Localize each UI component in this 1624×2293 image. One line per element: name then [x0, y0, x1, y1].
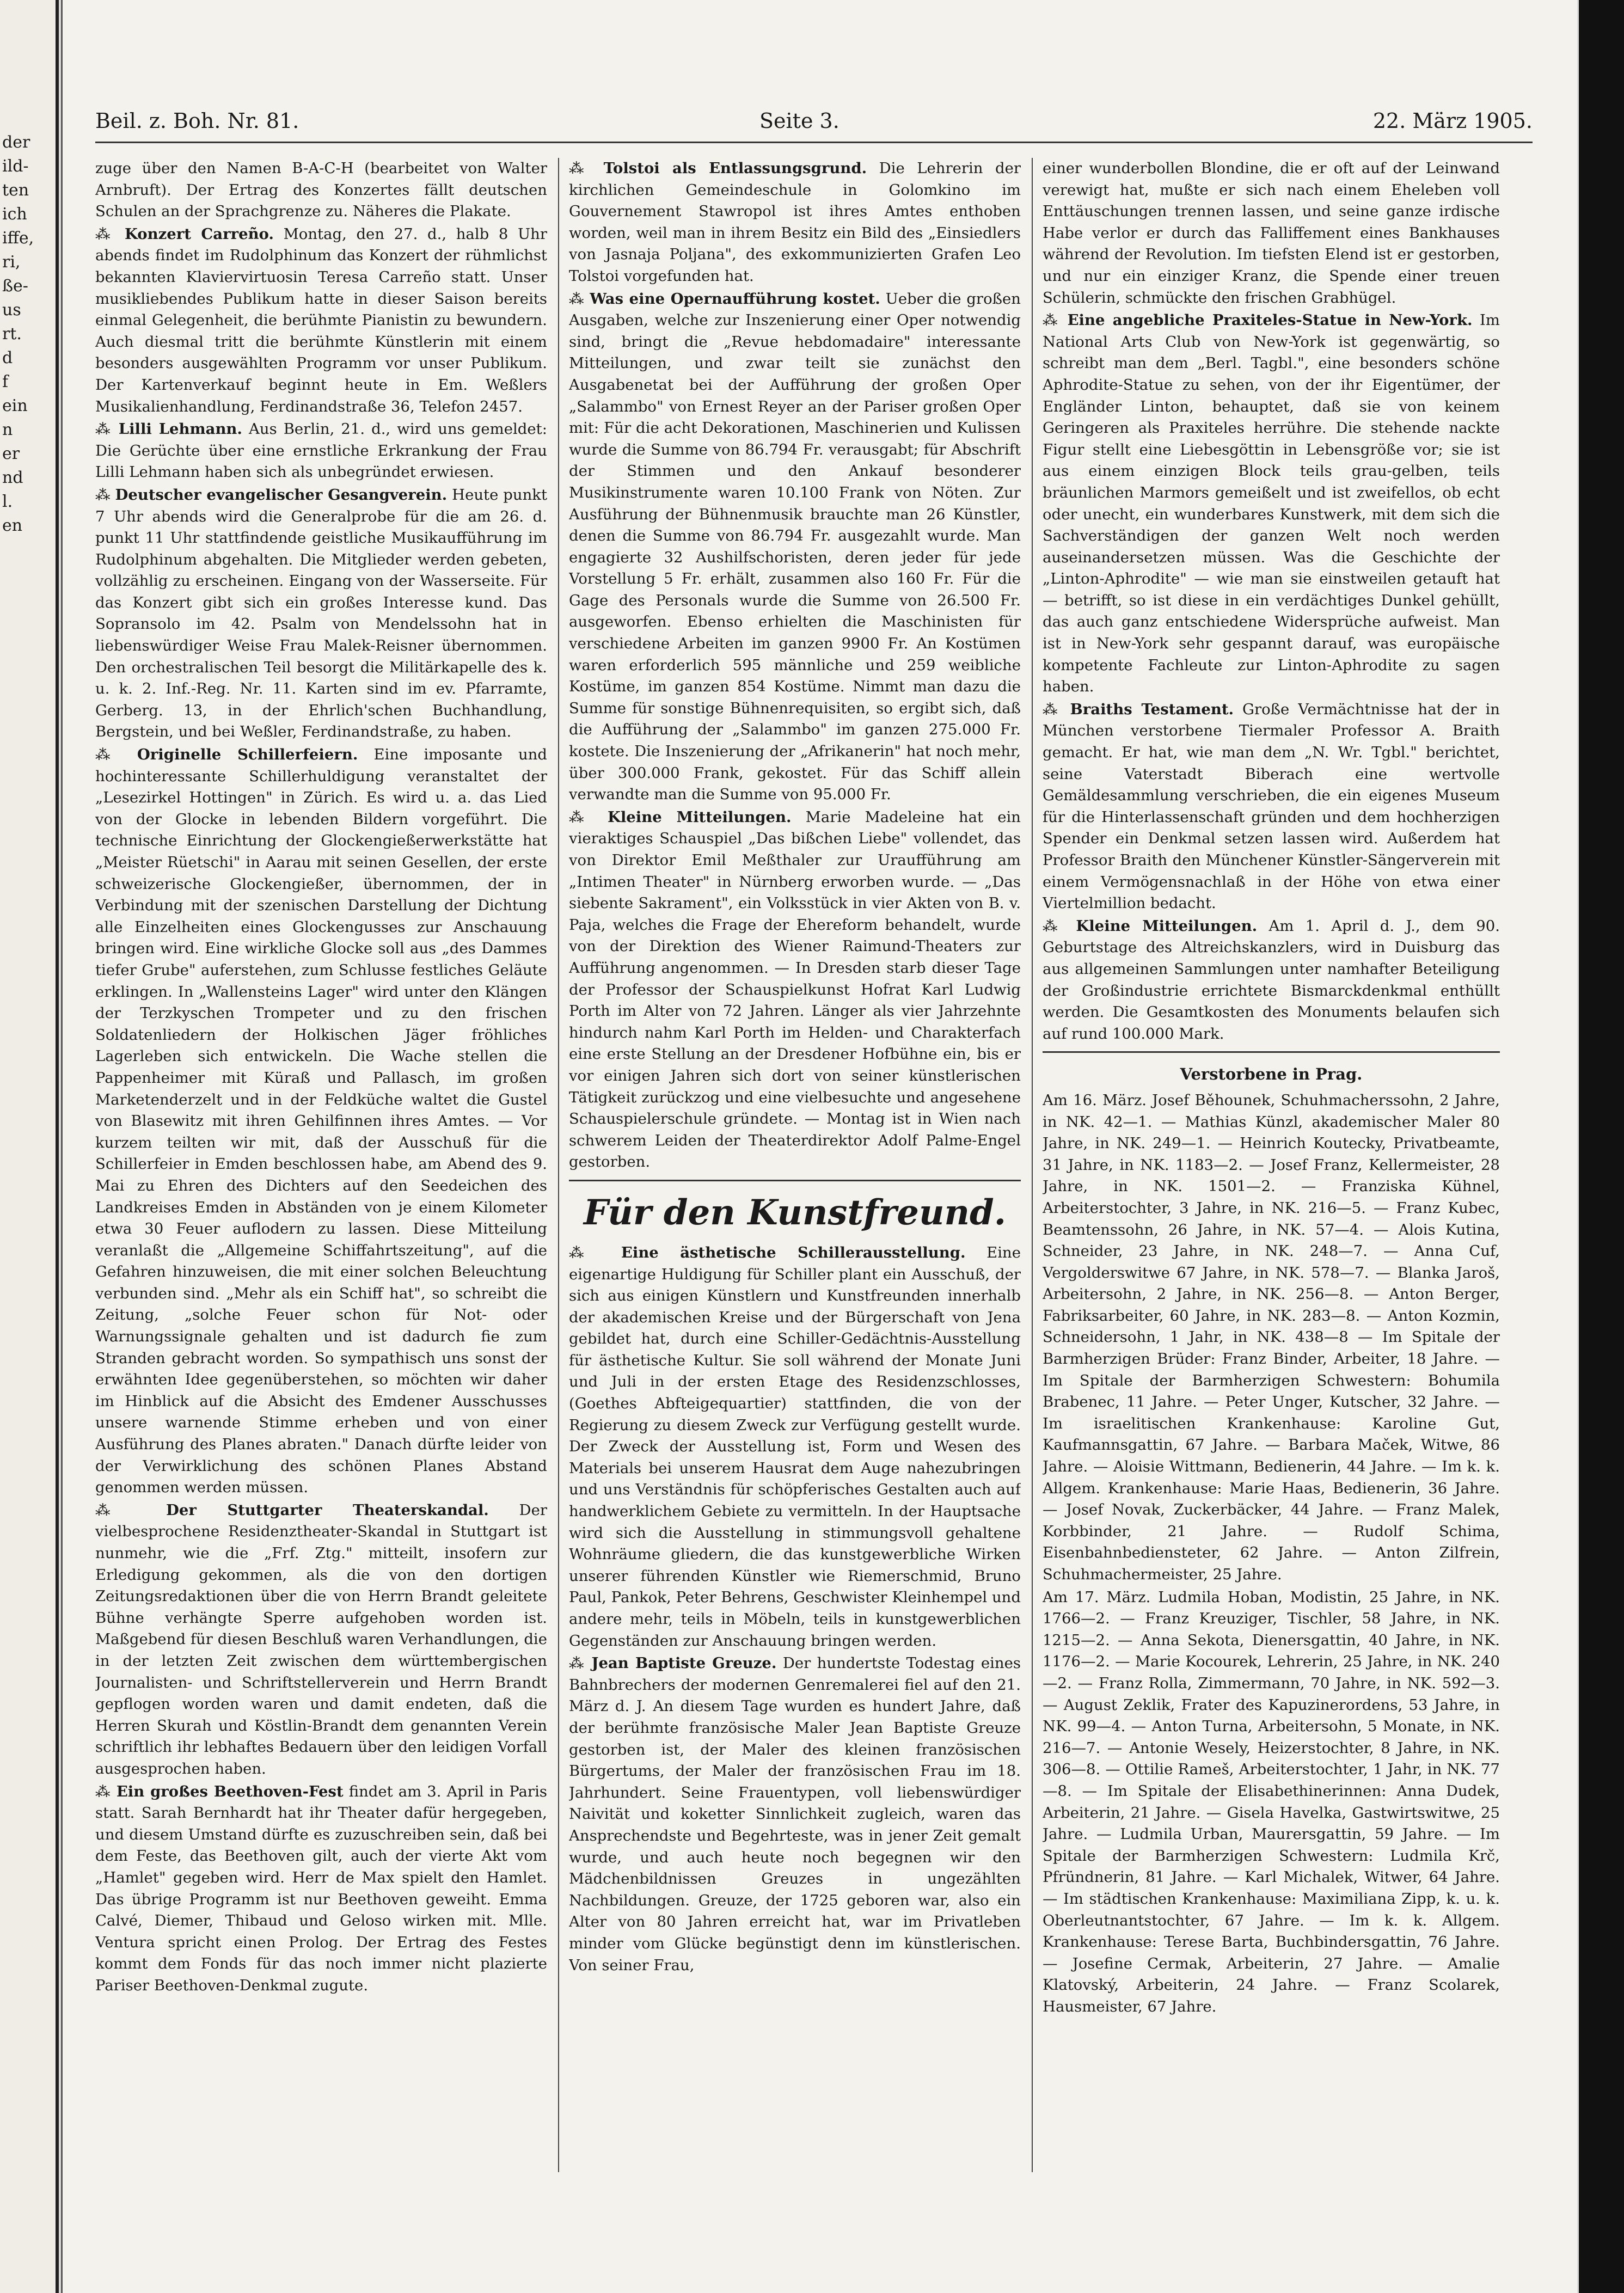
article [569, 1242, 1021, 1652]
spine-fragment: f [2, 372, 9, 391]
spine-fragment: er [2, 444, 20, 463]
article-body: findet am 3. April in Paris statt. Sarah Bernhardt hat ihr Theater dafür hergegeben, und diesem Umstand dürfte es zuzuschreiben sein, daß bei dem Feste, das Beethoven gilt, auch der vierte Akt vom „Hamlet" gegeben wird. Herr de Max spielt den Hamlet. Das übrige Programm ist nur Beethoven geweiht. Emma Calvé, Diemer, Thibaud und Geloso wirken mit. Mlle. Ventura spricht einen Prolog. Der Ertrag des Festes kommt dem Fonds für das noch immer nicht plazierte Pariser Beethoven-Denkmal zugute. [95, 1782, 547, 1994]
article [569, 289, 1021, 806]
article-body: Eine eigenartige Huldigung für Schiller plant ein Ausschuß, der sich aus einigen Künstlern und Kunstfreunden innerhalb der akademischen Kreise und der Bürgerschaft von Jena gebildet hat, durch eine Schiller-Gedächtnis-Ausstellung für ästhetische Kultur. Sie soll während der Monate Juni und Juli in der ersten Etage des Residenzschlosses, (Goethes Abfteigequartier) stattfinden, die von der Regierung zu diesem Zweck zur Verfügung gestellt wurde. Der Zweck der Ausstellung ist, Form und Wesen des Materials bei unserem Hausrat dem Auge nahezubringen und uns Verständnis für schöpferisches Gestalten auch auf handwerklichem Gebiete zu vermitteln. In der Hauptsache wird sich die Ausstellung in stimmungsvoll gehaltene Wohnräume gliedern, die das kunstgewerbliche Wirken unserer führenden Künstler wie Riemerschmid, Bruno Paul, Pankok, Peter Behrens, Geschwister Kleinhempel und andere mehr, teils in Möbeln, teils in kunstgewerblichen Gegenständen zur Anschauung bringen werden. [569, 1243, 1021, 1650]
spine-fragment: der [2, 133, 30, 152]
article [95, 224, 547, 418]
article-title: Tolstoi als Entlassungsgrund. [603, 160, 867, 177]
column-divider [558, 158, 559, 2172]
asterism-icon: ⁂ [569, 160, 604, 177]
article-body: Die Lehrerin der kirchlichen Gemeindeschule in Golomkino im Gouvernement Stawropol ist ihres Amtes enthoben worden, weil man in ihrem Besitz ein Bild des „Einsiedlers von Jasnaja Poljana", des exkommunizierten Grafen Leo Tolstoi vorgefunden hat. [569, 160, 1021, 285]
asterism-icon: ⁂ [1043, 917, 1076, 935]
article-body: zuge über den Namen B-A-C-H (bearbeitet von Walter Arnbruft). Der Ertrag des Konzertes fällt deutschen Schulen an der Sprachgrenze zu. Näheres die Plakate. [95, 160, 547, 220]
asterism-icon: ⁂ [569, 808, 608, 826]
asterism-icon: ⁂ [569, 1654, 592, 1672]
article [95, 744, 547, 1499]
article [1043, 158, 1500, 309]
article-title: Ein großes Beethoven-Fest [116, 1782, 344, 1800]
article [95, 485, 547, 743]
article-body: Eine imposante und hochinteressante Schillerhuldigung veranstaltet der „Lesezirkel Hottingen" in Zürich. Es wird u. a. das Lied von der Glocke in lebenden Bildern vorgeführt. Die technische Einrichtung der Glockengießerwerkstätte hat „Meister Rüetschi" in Aarau mit seinen Gesellen, der erste schweizerische Glockengießer, übernommen, der in Verbindung mit der szenischen Darstellung der Dichtung alle Einzelheiten eines Glockengusses zur Anschauung bringen wird. Eine wirkliche Glocke soll aus „des Dammes tiefer Grube" auferstehen, zum Schlusse festliches Geläute erklingen. In „Wallensteins Lager" wird unter den Klängen der Terzkyschen Trompeter und zu den frischen Soldatenliedern der Holkischen Jäger fröhliches Lagerleben sich entwickeln. Die Wache stellen die Pappenheimer mit Küraß und Pallasch, im großen Marketenderzelt und in der Feldküche waltet die Gustel von Blasewitz mit ihren Gehilfinnen ihres Amtes. — Vor kurzem teilten wir mit, daß der Ausschuß für die Schillerfeier in Emden beschlossen habe, am Abend des 9. Mai zu Ehren des Dichters auf den Seedeichen des Landkreises Emden in Abständen von je einem Kilometer etwa 30 Feuer auflodern zu lassen. Diese Mitteilung veranlaßt die „Allgemeine Schiffahrtszeitung", auf die Gefahren hinzuweisen, die mit einer solchen Beleuchtung verbunden sind. „Mehr als ein Schiff hat", so schreibt die Zeitung, „solche Feuer schon für Not- oder Warnungssignale gehalten und ist dadurch fie zum Stranden gebracht worden. So sympathisch uns sonst der erwähnten Idee gegenüberstehen, so möchten wir daher im Hinblick auf die Absicht des Emdener Ausschusses unsere warnende Stimme erheben und von einer Ausführung des Planes abraten." Danach dürfte leider von der Verwirklichung des schönen Planes Abstand genommen werden müssen. [95, 746, 547, 1497]
article-body: Der hundertste Todestag eines Bahnbrechers der modernen Genremalerei fiel auf den 21. März d. J. An diesem Tage wurden es hundert Jahre, daß der berühmte französische Maler Jean Baptiste Greuze gestorben ist, der Maler des kleinen französischen Bürgertums, der Maler der französischen Frau im 18. Jahrhundert. Seine Frauentypen, voll liebenswürdiger Naivität und koketter Sinnlichkeit zugleich, waren das Ansprechendste und Begehrteste, was in jener Zeit gemalt wurde, und auch heute noch begegnen wir den Mädchenbildnissen Greuzes in ungezählten Nachbildungen. Greuze, der 1725 geboren war, also ein Alter von 80 Jahren erreicht hat, war im Privatleben minder vom Glücke begünstigt denn im künstlerischen. Von seiner Frau, [569, 1654, 1021, 1974]
asterism-icon: ⁂ [95, 746, 137, 764]
spine-fragment: iffe, [2, 229, 34, 248]
left-page-fragment [0, 0, 59, 2293]
article-body: Am 1. April d. J., dem 90. Geburtstage des Altreichskanzlers, wird in Duisburg das aus allgemeinen Sammlungen unter namhafter Beteiligung der Großindustrie errichtete Bismarckdenkmal enthüllt werden. Die Gesamtkosten des Monuments belaufen sich auf rund 100.000 Mark. [1043, 917, 1500, 1043]
article [95, 419, 547, 483]
article [569, 807, 1021, 1173]
article [95, 1500, 547, 1780]
article-body: Heute punkt 7 Uhr abends wird die Generalprobe für die am 26. d. punkt 11 Uhr stattfindende geistliche Musikaufführung im Rudolphinum abgehalten. Die Mitglieder werden gebeten, vollzählig zu erscheinen. Eingang von der Wasserseite. Für das Konzert gibt sich ein großes Interesse kund. Das Sopransolo im 42. Psalm von Mendelssohn hat in liebenswürdiger Weise Frau Malek-Reisner übernommen. Den orchestralischen Teil besorgt die Militärkapelle des k. u. k. 2. Inf.-Reg. Nr. 11. Karten sind im ev. Pfarramte, Gerberg. 13, in der Ehrlich'schen Buchhandlung, Bergstein, und bei Weßler, Ferdinandstraße, zu haben. [95, 486, 547, 741]
rule [569, 1180, 1021, 1181]
asterism-icon: ⁂ [95, 1782, 117, 1800]
article-title: Kleine Mitteilungen. [1076, 917, 1258, 935]
article-body: Marie Madeleine hat ein vieraktiges Schauspiel „Das bißchen Liebe" vollendet, das von Direktor Emil Meßthaler zur Uraufführung am „Intimen Theater" in Nürnberg erworben wurde. — „Das siebente Sakrament", ein Volksstück in vier Akten von B. v. Paja, welches die Frage der Ehereform behandelt, wurde von der Direktion des Wiener Raimund-Theaters zur Aufführung angenommen. — In Dresden starb dieser Tage der Professor der Schauspielkunst Hofrat Karl Ludwig Porth im Alter von 72 Jahren. Länger als vier Jahrzehnte hindurch nahm Karl Porth im Helden- und Charakterfach eine erste Stellung an der Dresdener Hofbühne ein, bis er vor einigen Jahren sich dort von seiner künstlerischen Tätigkeit zurückzog und eine vielbesuchte und angesehene Schauspielerschule gründete. — Montag ist in Wien nach schwerem Leiden der Theaterdirektor Adolf Palme-Engel gestorben. [569, 808, 1021, 1171]
asterism-icon: ⁂ [569, 1243, 621, 1261]
asterism-icon: ⁂ [95, 225, 125, 243]
spine-fragment: d [2, 348, 13, 367]
asterism-icon: ⁂ [95, 1501, 167, 1519]
article-body: Am 16. März. Josef Běhounek, Schuhmacherssohn, 2 Jahre, in NK. 42—1. — Mathias Künzl, akademischer Maler 80 Jahre, in NK. 249—1. — Heinrich Koutecky, Privatbeamte, 31 Jahre, in NK. 1183—2. — Josef Franz, Kellermeister, 28 Jahre, in NK. 1501—2. — Franziska Kühnel, Arbeiterstochter, 3 Jahre, in NK. 216—5. — Franz Kubec, Beamtenssohn, 26 Jahre, in NK. 57—4. — Alois Kutina, Schneider, 23 Jahre, in NK. 248—7. — Anna Cuf, Vergolderswitwe 67 Jahre, in NK. 578—7. — Blanka Jaroš, Arbeitersohn, 2 Jahre, in NK. 256—8. — Anton Berger, Fabriksarbeiter, 60 Jahre, in NK. 283—8. — Anton Kozmin, Schneidersohn, 1 Jahr, in NK. 438—8 — Im Spitale der Barmherzigen Brüder: Franz Binder, Arbeiter, 18 Jahre. — Im Spitale der Barmherzigen Schwestern: Bohumila Brabenec, 11 Jahre. — Peter Unger, Kutscher, 32 Jahre. — Im israelitischen Krankenhause: Karoline Gut, Kaufmannsgattin, 67 Jahre. — Barbara Maček, Witwe, 86 Jahre. — Aloisie Wittmann, Bedienerin, 44 Jahre. — Im k. k. Allgem. Krankenhause: Marie Haas, Bedienerin, 36 Jahre. — Josef Novak, Zuckerbäcker, 44 Jahre. — Franz Malek, Korbbinder, 21 Jahre. — Rudolf Schima, Eisenbahnbediensteter, 62 Jahre. — Anton Zilfrein, Schuhmachermeister, 25 Jahre. [1043, 1091, 1500, 1583]
article-title: Eine angebliche Praxiteles-Statue in New-York. [1067, 311, 1473, 329]
spine-fragment: ten [2, 181, 29, 200]
article [95, 158, 547, 223]
spine-fragment: n [2, 420, 13, 439]
spine-fragment: ild- [2, 157, 29, 176]
article-title: Kleine Mitteilungen. [607, 808, 792, 826]
rule [1043, 1051, 1500, 1053]
asterism-icon: ⁂ [95, 486, 115, 504]
article-body: Im National Arts Club von New-York ist gegenwärtig, so schreibt man dem „Berl. Tagbl.", eine besonders schöne Aphrodite-Statue zu sehen, von der ihr Eigentümer, der Engländer Linton, behauptet, daß sie von keinem Geringeren als Praxiteles herrühre. Die stehende nackte Figur stellt eine Liebesgöttin in Lebensgröße vor; sie ist aus einem einzigen Block teils grau-gelben, teils bräunlichen Marmors gemeißelt und ist zweifellos, ob echt oder unecht, ein wunderbares Kunstwerk, mit dem sich die Sachverständigen der ganzen Welt noch werden auseinandersetzen müssen. Was die Geschichte der „Linton-Aphrodite" — wie man sie einstweilen getauft hat — betrifft, so ist diese in ein verdächtiges Dunkel gehüllt, das auch ganz entschiedene Widersprüche aufweist. Man ist in New-York sehr gespannt darauf, was europäische kompetente Fachleute zur Linton-Aphrodite zu sagen haben. [1043, 311, 1500, 696]
article [95, 1781, 547, 1997]
spine-fragment: ri, [2, 253, 21, 272]
issue-date: 22. März 1905. [1372, 109, 1533, 133]
article-body: Am 17. März. Ludmila Hoban, Modistin, 25 Jahre, in NK. 1766—2. — Franz Kreuziger, Tischler, 58 Jahre, in NK. 1215—2. — Anna Sekota, Dienersgattin, 40 Jahre, in NK. 1176—2. — Marie Kocourek, Lehrerin, 25 Jahre, in NK. 240—2. — Franz Rolla, Zimmermann, 70 Jahre, in NK. 592—3. — August Zeklik, Frater des Kapuzinerordens, 53 Jahre, in NK. 99—4. — Anton Turna, Arbeitersohn, 5 Monate, in NK. 216—7. — Antonie Wesely, Heizerstochter, 8 Jahre, in NK. 306—8. — Ottilie Rameš, Arbeiterstochter, 1 Jahr, in NK. 77—8. — Im Spitale der Elisabethinerinnen: Anna Dudek, Arbeiterin, 21 Jahre. — Gisela Havelka, Gastwirtswitwe, 25 Jahre. — Ludmila Urban, Maurersgattin, 59 Jahre. — Im Spitale der Barmherzigen Schwestern: Ludmila Krč, Pfründnerin, 81 Jahre. — Karl Michalek, Witwer, 64 Jahre. — Im städtischen Krankenhause: Maximiliana Zipp, k. u. k. Oberleutnantstochter, 67 Jahre. — Im k. k. Allgem. Krankenhause: Terese Barta, Buchbindersgattin, 76 Jahre. — Josefine Cermak, Arbeiterin, 27 Jahre. — Amalie Klatovský, Arbeiterin, 24 Jahre. — Franz Scolarek, Hausmeister, 67 Jahre. [1043, 1588, 1500, 2015]
article [1043, 1090, 1500, 1586]
article-title: Braiths Testament. [1070, 700, 1234, 718]
article [569, 158, 1021, 287]
article [1043, 916, 1500, 1045]
article [1043, 310, 1500, 698]
article-title: Deutscher evangelischer Gesangverein. [115, 486, 448, 504]
article-body: einer wunderbollen Blondine, die er oft auf der Leinwand verewigt hat, mußte er sich nach einem Eheleben voll Enttäuschungen trennen lassen, und seine ganze irdische Habe verlor er durch das Falliffement eines Bankhauses während der Revolution. Im tiefsten Elend ist er gestorben, und nur ein einziger Kranz, die Spende einer treuen Schülerin, schmückte den frischen Grabhügel. [1043, 160, 1500, 306]
spine-fragment: ich [2, 205, 27, 224]
newspaper-page [61, 0, 1577, 2293]
issue-label: Beil. z. Boh. Nr. 81. [95, 109, 299, 133]
article-title: Konzert Carreño. [125, 225, 274, 243]
scan-border [1579, 0, 1624, 2293]
column-3 [1043, 158, 1500, 2172]
article-title: Eine ästhetische Schillerausstellung. [621, 1243, 966, 1261]
column-1 [95, 158, 547, 2172]
article-title: Lilli Lehmann. [118, 420, 243, 438]
article-title: Originelle Schillerfeiern. [137, 746, 358, 764]
article [569, 1653, 1021, 1976]
column-divider [1032, 158, 1033, 2172]
spine-fragment: rt. [2, 324, 22, 344]
spine-fragment: ein [2, 396, 28, 415]
article-body: Aus Berlin, 21. d., wird uns gemeldet: Die Gerüchte über eine ernstliche Erkrankung der Frau Lilli Lehmann haben sich als unbegründet erwiesen. [95, 420, 547, 481]
spine-fragment: us [2, 301, 21, 320]
asterism-icon: ⁂ [1043, 311, 1068, 329]
page-number: Seite 3. [759, 109, 839, 133]
spine-fragment: ße- [2, 277, 28, 296]
section-heading: Für den Kunstfreund. [583, 1192, 1007, 1233]
asterism-icon: ⁂ [95, 420, 119, 438]
article-body: Ueber die großen Ausgaben, welche zur Inszenierung einer Oper notwendig sind, bringt die „Revue hebdomadaire" interessante Mitteilungen, und zwar teilt sie zunächst den Ausgabenetat bei der Aufführung der großen Oper „Salammbo" von Ernest Reyer an der Pariser großen Oper mit: Für die acht Dekorationen, Maschinerien und Kulissen wurde die Summe von 86.794 Fr. verausgabt; für Abschrift der Stimmen und den Ankauf besonderer Musikinstrumente waren 10.100 Frank von Nöten. Zur Ausführung der Bühnenmusik brauchte man 26 Künstler, denen die Summe von 86.794 Fr. ausgezahlt wurde. Man engagierte 32 Aushilfschoristen, deren jeder für jede Vorstellung 5 Fr. erhält, zusammen also 160 Fr. Für die Gage des Personals wurde die Summe von 26.500 Fr. ausgeworfen. Ebenso erhielten die Maschinisten für verschiedene Arbeiten im ganzen 9900 Fr. An Kostümen waren erforderlich 595 männliche und 259 weibliche Kostüme, im ganzen 854 Kostüme. Nimmt man dazu die Summe für sonstige Bühnenrequisiten, so ergibt sich, daß die Aufführung der „Salammbo" im ganzen 275.000 Fr. kostete. Die Inszenierung der „Afrikanerin" hat noch mehr, über 300.000 Frank, gekostet. Für das Schiff allein verwandte man die Summe von 95.000 Fr. [569, 290, 1021, 804]
article-title: Jean Baptiste Greuze. [591, 1654, 777, 1672]
spine-fragment: nd [2, 468, 23, 487]
page-header [95, 109, 1533, 143]
article-title: Der Stuttgarter Theaterskandal. [166, 1501, 489, 1519]
article [1043, 699, 1500, 915]
spine-fragment: l. [2, 492, 13, 511]
article-title: Was eine Opernaufführung kostet. [590, 290, 880, 308]
article-body: Montag, den 27. d., halb 8 Uhr abends findet im Rudolphinum das Konzert der rühmlichst bekannten Klaviervirtuosin Teresa Carreño statt. Unser musikliebendes Publikum hatte in dieser Saison bereits einmal Gelegenheit, die berühmte Pianistin zu bewundern. Auch diesmal tritt die berühmte Künstlerin mit einem besonders ausgewählten Programm vor unser Publikum. Der Kartenverkauf beginnt heute in Em. Weßlers Musikalienhandlung, Ferdinandstraße 36, Telefon 2457. [95, 225, 547, 415]
spine-fragment: en [2, 516, 23, 535]
asterism-icon: ⁂ [569, 290, 590, 308]
asterism-icon: ⁂ [1043, 700, 1070, 718]
article-body: Der vielbesprochene Residenztheater-Skandal in Stuttgart ist nunmehr, wie die „Frf. Ztg." mitteilt, insofern zur Erledigung gekommen, als die von den dortigen Zeitungsredaktionen über die von Herrn Brandt geleitete Bühne verhängte Sperre aufgehoben worden ist. Maßgebend für diesen Beschluß waren Verhandlungen, die in der letzten Zeit zwischen dem württembergischen Journalisten- und Schriftstellerverein und Herrn Brandt gepflogen worden waren und damit endeten, daß die Herren Skurah und Köstlin-Brandt dem genannten Verein schriftlich ihr lebhaftes Bedauern über den leidigen Vorfall ausgesprochen haben. [95, 1501, 547, 1777]
article [1043, 1587, 1500, 2018]
subsection-heading: Verstorbene in Prag. [1180, 1065, 1363, 1084]
article-body: Große Vermächtnisse hat der in München verstorbene Tiermaler Professor A. Braith gemacht. Er hat, wie man dem „N. Wr. Tgbl." berichtet, seine Vaterstadt Biberach eine wertvolle Gemäldesammlung verschrieben, die ein eigenes Museum für die Hinterlassenschaft gründen und dem hochherzigen Spender ein Denkmal setzen lassen wird. Außerdem hat Professor Braith den Münchener Künstler-Sängerverein mit einem Vermögensnachlaß in der Höhe von etwa einer Viertelmillion bedacht. [1043, 700, 1500, 912]
column-2 [569, 158, 1021, 2172]
